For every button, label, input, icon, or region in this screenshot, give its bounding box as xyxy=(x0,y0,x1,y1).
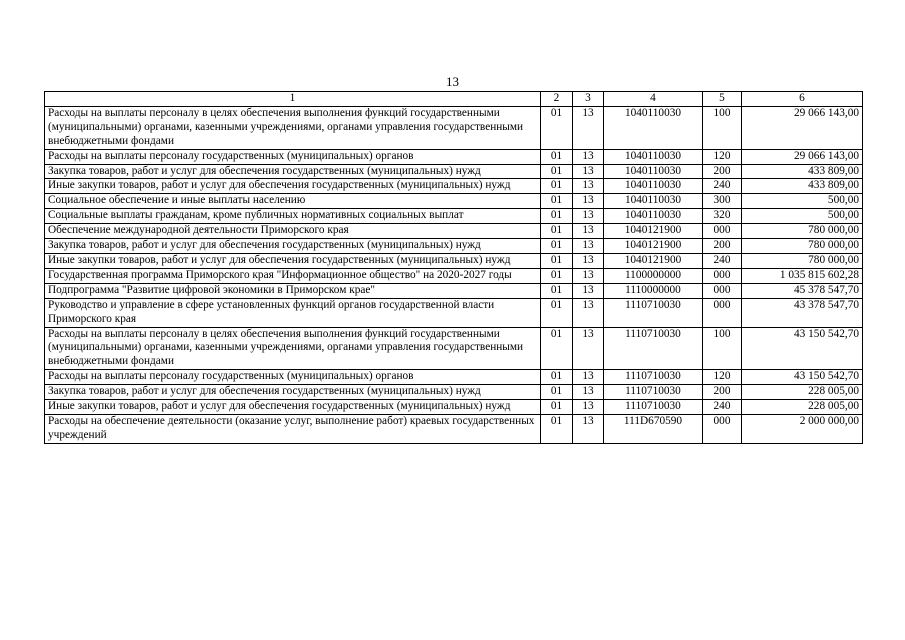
target-article-cell: 1110710030 xyxy=(604,327,703,370)
target-article-cell: 1040110030 xyxy=(604,209,703,224)
section-code-cell: 01 xyxy=(541,327,573,370)
target-article-cell: 1110710030 xyxy=(604,400,703,415)
row-name-cell: Расходы на обеспечение деятельности (оказание услуг, выполнение работ) краевых государственных учреждений xyxy=(45,414,541,443)
target-article-cell: 1040110030 xyxy=(604,179,703,194)
amount-cell: 780 000,00 xyxy=(742,253,863,268)
row-name-cell: Руководство и управление в сфере установленных функций органов государственной власти Приморского края xyxy=(45,298,541,327)
row-name-cell: Социальное обеспечение и иные выплаты населению xyxy=(45,194,541,209)
column-header-5: 5 xyxy=(703,92,742,107)
amount-cell: 228 005,00 xyxy=(742,385,863,400)
amount-cell: 500,00 xyxy=(742,194,863,209)
expense-type-cell: 000 xyxy=(703,414,742,443)
table-row xyxy=(45,268,863,283)
amount-cell: 780 000,00 xyxy=(742,224,863,239)
amount-cell: 228 005,00 xyxy=(742,400,863,415)
column-header-3: 3 xyxy=(573,92,604,107)
table-row xyxy=(45,327,863,370)
amount-cell: 43 150 542,70 xyxy=(742,370,863,385)
amount-cell: 780 000,00 xyxy=(742,239,863,254)
expense-type-cell: 100 xyxy=(703,327,742,370)
section-code-cell: 01 xyxy=(541,400,573,415)
column-header-4: 4 xyxy=(604,92,703,107)
expense-type-cell: 320 xyxy=(703,209,742,224)
expense-type-cell: 120 xyxy=(703,370,742,385)
row-name-cell: Обеспечение международной деятельности Приморского края xyxy=(45,224,541,239)
target-article-cell: 1040121900 xyxy=(604,224,703,239)
amount-cell: 43 378 547,70 xyxy=(742,298,863,327)
subsection-code-cell: 13 xyxy=(573,253,604,268)
table-row xyxy=(45,385,863,400)
subsection-code-cell: 13 xyxy=(573,224,604,239)
subsection-code-cell: 13 xyxy=(573,414,604,443)
column-header-name: 1 xyxy=(45,92,541,107)
row-name-cell: Подпрограмма "Развитие цифровой экономики в Приморском крае" xyxy=(45,283,541,298)
row-name-cell: Иные закупки товаров, работ и услуг для обеспечения государственных (муниципальных) нужд xyxy=(45,400,541,415)
row-name-cell: Расходы на выплаты персоналу государственных (муниципальных) органов xyxy=(45,370,541,385)
subsection-code-cell: 13 xyxy=(573,298,604,327)
row-name-cell: Закупка товаров, работ и услуг для обеспечения государственных (муниципальных) нужд xyxy=(45,164,541,179)
table-header-row xyxy=(45,92,863,107)
section-code-cell: 01 xyxy=(541,179,573,194)
subsection-code-cell: 13 xyxy=(573,106,604,149)
expense-type-cell: 240 xyxy=(703,179,742,194)
table-row xyxy=(45,179,863,194)
target-article-cell: 1040110030 xyxy=(604,149,703,164)
subsection-code-cell: 13 xyxy=(573,239,604,254)
expense-type-cell: 200 xyxy=(703,164,742,179)
expense-type-cell: 240 xyxy=(703,400,742,415)
target-article-cell: 1110710030 xyxy=(604,298,703,327)
section-code-cell: 01 xyxy=(541,385,573,400)
subsection-code-cell: 13 xyxy=(573,400,604,415)
subsection-code-cell: 13 xyxy=(573,385,604,400)
target-article-cell: 1110710030 xyxy=(604,370,703,385)
section-code-cell: 01 xyxy=(541,298,573,327)
expense-type-cell: 000 xyxy=(703,224,742,239)
subsection-code-cell: 13 xyxy=(573,327,604,370)
amount-cell: 29 066 143,00 xyxy=(742,149,863,164)
section-code-cell: 01 xyxy=(541,209,573,224)
amount-cell: 433 809,00 xyxy=(742,164,863,179)
table-row xyxy=(45,149,863,164)
section-code-cell: 01 xyxy=(541,106,573,149)
subsection-code-cell: 13 xyxy=(573,179,604,194)
expense-type-cell: 000 xyxy=(703,298,742,327)
amount-cell: 433 809,00 xyxy=(742,179,863,194)
table-row xyxy=(45,298,863,327)
expense-type-cell: 120 xyxy=(703,149,742,164)
expense-type-cell: 000 xyxy=(703,283,742,298)
expense-type-cell: 240 xyxy=(703,253,742,268)
table-row xyxy=(45,370,863,385)
expense-type-cell: 200 xyxy=(703,239,742,254)
row-name-cell: Расходы на выплаты персоналу в целях обеспечения выполнения функций государственными (муниципальными) органами, казенными учреждениями, органами управления государственными внебюджетными фондами xyxy=(45,327,541,370)
subsection-code-cell: 13 xyxy=(573,209,604,224)
target-article-cell: 1100000000 xyxy=(604,268,703,283)
budget-table xyxy=(44,91,863,444)
column-header-2: 2 xyxy=(541,92,573,107)
section-code-cell: 01 xyxy=(541,239,573,254)
expense-type-cell: 200 xyxy=(703,385,742,400)
subsection-code-cell: 13 xyxy=(573,268,604,283)
table-row xyxy=(45,194,863,209)
row-name-cell: Расходы на выплаты персоналу в целях обеспечения выполнения функций государственными (муниципальными) органами, казенными учреждениями, органами управления государственными внебюджетными фондами xyxy=(45,106,541,149)
table-row xyxy=(45,106,863,149)
section-code-cell: 01 xyxy=(541,370,573,385)
section-code-cell: 01 xyxy=(541,414,573,443)
row-name-cell: Государственная программа Приморского края "Информационное общество" на 2020-2027 годы xyxy=(45,268,541,283)
table-row xyxy=(45,164,863,179)
section-code-cell: 01 xyxy=(541,164,573,179)
row-name-cell: Закупка товаров, работ и услуг для обеспечения государственных (муниципальных) нужд xyxy=(45,385,541,400)
table-row xyxy=(45,414,863,443)
expense-type-cell: 100 xyxy=(703,106,742,149)
row-name-cell: Социальные выплаты гражданам, кроме публичных нормативных социальных выплат xyxy=(45,209,541,224)
target-article-cell: 1040110030 xyxy=(604,164,703,179)
amount-cell: 43 150 542,70 xyxy=(742,327,863,370)
table-row xyxy=(45,253,863,268)
target-article-cell: 111D670590 xyxy=(604,414,703,443)
target-article-cell: 1040110030 xyxy=(604,194,703,209)
table-row xyxy=(45,283,863,298)
section-code-cell: 01 xyxy=(541,283,573,298)
column-header-amount: 6 xyxy=(742,92,863,107)
section-code-cell: 01 xyxy=(541,194,573,209)
table-row xyxy=(45,224,863,239)
subsection-code-cell: 13 xyxy=(573,149,604,164)
expense-type-cell: 000 xyxy=(703,268,742,283)
table-row xyxy=(45,209,863,224)
subsection-code-cell: 13 xyxy=(573,164,604,179)
amount-cell: 1 035 815 602,28 xyxy=(742,268,863,283)
section-code-cell: 01 xyxy=(541,149,573,164)
amount-cell: 500,00 xyxy=(742,209,863,224)
page-number: 13 xyxy=(446,74,459,89)
expense-type-cell: 300 xyxy=(703,194,742,209)
row-name-cell: Расходы на выплаты персоналу государственных (муниципальных) органов xyxy=(45,149,541,164)
amount-cell: 2 000 000,00 xyxy=(742,414,863,443)
row-name-cell: Закупка товаров, работ и услуг для обеспечения государственных (муниципальных) нужд xyxy=(45,239,541,254)
section-code-cell: 01 xyxy=(541,253,573,268)
amount-cell: 29 066 143,00 xyxy=(742,106,863,149)
subsection-code-cell: 13 xyxy=(573,283,604,298)
target-article-cell: 1110000000 xyxy=(604,283,703,298)
row-name-cell: Иные закупки товаров, работ и услуг для обеспечения государственных (муниципальных) нужд xyxy=(45,179,541,194)
subsection-code-cell: 13 xyxy=(573,194,604,209)
target-article-cell: 1040110030 xyxy=(604,106,703,149)
amount-cell: 45 378 547,70 xyxy=(742,283,863,298)
row-name-cell: Иные закупки товаров, работ и услуг для обеспечения государственных (муниципальных) нужд xyxy=(45,253,541,268)
target-article-cell: 1040121900 xyxy=(604,253,703,268)
target-article-cell: 1040121900 xyxy=(604,239,703,254)
target-article-cell: 1110710030 xyxy=(604,385,703,400)
section-code-cell: 01 xyxy=(541,268,573,283)
section-code-cell: 01 xyxy=(541,224,573,239)
table-row xyxy=(45,239,863,254)
table-row xyxy=(45,400,863,415)
subsection-code-cell: 13 xyxy=(573,370,604,385)
